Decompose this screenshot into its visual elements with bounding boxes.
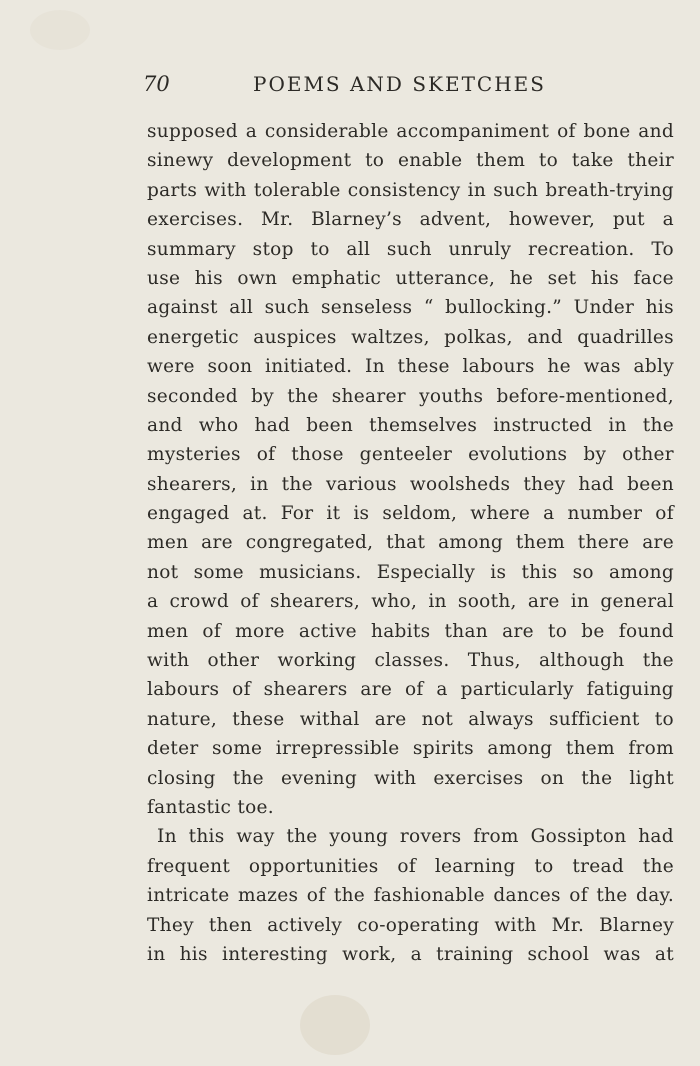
word: on bbox=[540, 767, 565, 789]
word: not bbox=[421, 708, 454, 730]
word: sooth, bbox=[457, 591, 517, 613]
word: “ bbox=[423, 297, 434, 319]
word: all bbox=[346, 238, 371, 260]
word: instructed bbox=[493, 414, 593, 436]
word: mazes bbox=[238, 885, 299, 907]
word: by bbox=[583, 444, 607, 466]
word: crowd bbox=[169, 591, 230, 613]
word: and bbox=[638, 121, 674, 142]
word: deter bbox=[147, 738, 199, 760]
word: initiated. bbox=[265, 356, 353, 378]
word: irrepressible bbox=[275, 738, 400, 760]
word: opportunities bbox=[248, 855, 379, 877]
word: themselves bbox=[369, 414, 478, 436]
word: with bbox=[374, 767, 417, 789]
word: other bbox=[207, 650, 260, 672]
word: such bbox=[493, 179, 539, 201]
word: in bbox=[467, 179, 487, 201]
page-number: 70 bbox=[143, 72, 170, 96]
word: Blarney’s bbox=[311, 209, 402, 231]
word: genteeler bbox=[359, 444, 453, 466]
word: however, bbox=[508, 209, 596, 231]
word: toe. bbox=[237, 796, 274, 818]
word: of bbox=[397, 855, 416, 877]
text-line bbox=[147, 293, 674, 322]
text-line bbox=[147, 411, 674, 440]
word: exercises bbox=[433, 767, 524, 789]
word: bone bbox=[583, 121, 631, 142]
word: For bbox=[280, 503, 314, 525]
word: in bbox=[147, 943, 166, 965]
text-line bbox=[147, 940, 674, 969]
word: seldom, bbox=[382, 503, 458, 525]
word: considerable bbox=[264, 121, 389, 142]
word: there bbox=[577, 532, 630, 554]
word: the bbox=[581, 767, 613, 789]
word: his bbox=[179, 943, 208, 965]
word: spirits bbox=[412, 738, 474, 760]
paragraph-2 bbox=[147, 822, 674, 969]
word: seconded bbox=[147, 385, 238, 407]
word: at. bbox=[242, 503, 268, 525]
word: such bbox=[264, 297, 310, 319]
text-line bbox=[147, 382, 674, 411]
word: of bbox=[569, 885, 588, 907]
word: utterance, bbox=[395, 267, 496, 289]
word: frequent bbox=[147, 855, 231, 877]
word: Blarney bbox=[599, 914, 674, 936]
word: his bbox=[194, 267, 223, 289]
word: then bbox=[208, 914, 253, 936]
word: a bbox=[410, 943, 422, 965]
word: a bbox=[662, 209, 674, 231]
word: a bbox=[147, 591, 159, 613]
word: summary bbox=[147, 238, 236, 260]
word: number bbox=[567, 503, 643, 525]
word: of bbox=[256, 444, 276, 466]
word: the bbox=[642, 650, 674, 672]
word: in bbox=[608, 414, 627, 436]
word: not bbox=[147, 561, 179, 583]
word: put bbox=[612, 209, 645, 231]
word: of bbox=[655, 503, 674, 525]
word: breath-trying bbox=[545, 179, 674, 201]
word: shearers bbox=[263, 679, 348, 701]
word: these bbox=[232, 708, 285, 730]
word: supposed bbox=[147, 121, 238, 142]
word: so bbox=[572, 561, 594, 583]
word: use bbox=[147, 267, 181, 289]
text-line bbox=[147, 646, 674, 675]
text-line bbox=[147, 881, 674, 910]
word: exercises. bbox=[147, 209, 244, 231]
word: in bbox=[570, 591, 590, 613]
word: the bbox=[642, 414, 674, 436]
text-line bbox=[147, 440, 674, 469]
word: are bbox=[360, 679, 393, 701]
paragraph-1 bbox=[147, 117, 674, 822]
word: other bbox=[622, 444, 674, 466]
word: training bbox=[436, 943, 514, 965]
word: are bbox=[642, 532, 674, 554]
word: had bbox=[578, 473, 615, 495]
word: development bbox=[227, 150, 352, 172]
word: with bbox=[204, 179, 247, 201]
word: bullocking.” bbox=[445, 297, 563, 319]
word: interesting bbox=[221, 943, 328, 965]
word: soon bbox=[207, 356, 253, 378]
word: day. bbox=[636, 885, 674, 907]
word: was bbox=[603, 943, 641, 965]
word: the bbox=[333, 885, 366, 907]
word: been bbox=[627, 473, 674, 495]
word: a bbox=[245, 121, 258, 142]
paper-stain bbox=[30, 10, 90, 50]
word: nature, bbox=[147, 708, 218, 730]
text-line bbox=[147, 764, 674, 793]
word: in bbox=[428, 591, 447, 613]
word: be bbox=[581, 620, 605, 642]
text-line bbox=[147, 205, 674, 234]
text-line bbox=[147, 146, 674, 175]
word: this bbox=[188, 826, 225, 848]
word: to bbox=[310, 238, 330, 260]
word: quadrilles bbox=[577, 326, 674, 348]
word: sufficient bbox=[549, 708, 640, 730]
word: at bbox=[654, 943, 674, 965]
word: to bbox=[538, 150, 559, 172]
word: fantastic bbox=[147, 796, 232, 818]
word: tread bbox=[572, 855, 624, 877]
word: with bbox=[147, 650, 190, 672]
word: a bbox=[436, 679, 448, 701]
word: to bbox=[365, 150, 385, 172]
word: light bbox=[629, 767, 674, 789]
word: is bbox=[490, 561, 507, 583]
word: Gossipton bbox=[530, 826, 627, 848]
word: labours bbox=[147, 679, 220, 701]
word: To bbox=[651, 238, 674, 260]
running-head bbox=[143, 68, 563, 102]
word: all bbox=[229, 297, 254, 319]
word: shearer bbox=[331, 385, 406, 407]
word: parts bbox=[147, 179, 198, 201]
word: of bbox=[306, 885, 326, 907]
word: young bbox=[329, 826, 389, 848]
word: by bbox=[251, 385, 275, 407]
text-line bbox=[147, 822, 674, 851]
word: among bbox=[609, 561, 674, 583]
word: stop bbox=[252, 238, 294, 260]
word: them bbox=[565, 738, 615, 760]
text-line bbox=[147, 117, 674, 146]
word: them bbox=[476, 150, 526, 172]
word: withal bbox=[299, 708, 360, 730]
word: of bbox=[202, 620, 222, 642]
text-line bbox=[147, 264, 674, 293]
word: was bbox=[583, 356, 621, 378]
word: to bbox=[534, 855, 554, 877]
word: senseless bbox=[320, 297, 413, 319]
text-line bbox=[147, 587, 674, 616]
word: In bbox=[157, 826, 177, 848]
word: face bbox=[633, 267, 674, 289]
word: the bbox=[287, 385, 319, 407]
text-line bbox=[147, 558, 674, 587]
text-line bbox=[147, 352, 674, 381]
word: among bbox=[438, 532, 504, 554]
word: emphatic bbox=[291, 267, 382, 289]
word: his bbox=[645, 297, 674, 319]
text-line bbox=[147, 617, 674, 646]
word: are bbox=[502, 620, 534, 642]
word: Thus, bbox=[467, 650, 521, 672]
word: shearers, bbox=[269, 591, 361, 613]
word: this bbox=[521, 561, 558, 583]
word: such bbox=[386, 238, 432, 260]
word: classes. bbox=[374, 650, 450, 672]
word: against bbox=[147, 297, 218, 319]
text-line bbox=[147, 176, 674, 205]
word: from bbox=[628, 738, 674, 760]
word: is bbox=[353, 503, 370, 525]
word: way bbox=[236, 826, 275, 848]
text-line bbox=[147, 499, 674, 528]
word: waltzes, bbox=[351, 326, 430, 348]
word: Mr. bbox=[260, 209, 294, 231]
word: active bbox=[298, 620, 357, 642]
word: In bbox=[364, 356, 385, 378]
word: intricate bbox=[147, 885, 230, 907]
word: accompaniment bbox=[396, 121, 550, 142]
text-line bbox=[147, 323, 674, 352]
word: a bbox=[543, 503, 555, 525]
word: closing bbox=[147, 767, 216, 789]
word: among bbox=[487, 738, 553, 760]
word: it bbox=[326, 503, 341, 525]
word: labours bbox=[462, 356, 535, 378]
word: found bbox=[618, 620, 674, 642]
word: woolsheds bbox=[409, 473, 511, 495]
word: are bbox=[527, 591, 560, 613]
word: and bbox=[147, 414, 183, 436]
word: the bbox=[281, 473, 313, 495]
text-line bbox=[147, 911, 674, 940]
word: polkas, bbox=[444, 326, 513, 348]
word: those bbox=[291, 444, 344, 466]
word: with bbox=[494, 914, 537, 936]
word: than bbox=[444, 620, 489, 642]
word: enable bbox=[398, 150, 463, 172]
word: where bbox=[470, 503, 531, 525]
word: of bbox=[557, 121, 576, 142]
word: before-mentioned, bbox=[496, 385, 674, 407]
word: these bbox=[397, 356, 450, 378]
word: consistency bbox=[347, 179, 461, 201]
word: and bbox=[527, 326, 563, 348]
word: rovers bbox=[399, 826, 462, 848]
word: men bbox=[147, 532, 189, 554]
word: some bbox=[211, 738, 263, 760]
word: to bbox=[547, 620, 568, 642]
word: general bbox=[600, 591, 674, 613]
word: they bbox=[523, 473, 566, 495]
word: evening bbox=[280, 767, 357, 789]
word: from bbox=[473, 826, 519, 848]
word: who, bbox=[371, 591, 418, 613]
word: various bbox=[325, 473, 397, 495]
word: ably bbox=[633, 356, 674, 378]
word: the bbox=[596, 885, 628, 907]
word: of bbox=[232, 679, 251, 701]
text-line bbox=[147, 235, 674, 264]
body-text bbox=[147, 117, 674, 969]
word: particularly bbox=[460, 679, 574, 701]
word: always bbox=[468, 708, 534, 730]
text-line bbox=[147, 852, 674, 881]
word: had bbox=[638, 826, 674, 848]
word: were bbox=[147, 356, 195, 378]
word: their bbox=[627, 150, 674, 172]
text-line bbox=[147, 734, 674, 763]
word: are bbox=[374, 708, 407, 730]
text-line bbox=[147, 470, 674, 499]
word: learning bbox=[434, 855, 516, 877]
word: mysteries bbox=[147, 444, 241, 466]
word: congregated, bbox=[245, 532, 374, 554]
text-line bbox=[147, 705, 674, 734]
word: he bbox=[509, 267, 534, 289]
word: fashionable bbox=[373, 885, 485, 907]
running-title: POEMS AND SKETCHES bbox=[253, 72, 546, 96]
word: Especially bbox=[376, 561, 476, 583]
word: energetic bbox=[147, 326, 239, 348]
word: They bbox=[147, 914, 194, 936]
word: actively bbox=[267, 914, 343, 936]
word: unruly bbox=[448, 238, 512, 260]
word: working bbox=[277, 650, 357, 672]
word: tolerable bbox=[253, 179, 341, 201]
word: advent, bbox=[419, 209, 492, 231]
word: own bbox=[237, 267, 278, 289]
paper-stain bbox=[300, 995, 370, 1055]
word: school bbox=[527, 943, 590, 965]
word: set bbox=[547, 267, 577, 289]
text-line bbox=[147, 793, 674, 822]
word: musicians. bbox=[259, 561, 362, 583]
word: the bbox=[286, 826, 318, 848]
word: them bbox=[515, 532, 565, 554]
word: recreation. bbox=[528, 238, 635, 260]
word: the bbox=[232, 767, 264, 789]
text-line bbox=[147, 528, 674, 557]
word: Under bbox=[573, 297, 635, 319]
word: been bbox=[306, 414, 354, 436]
word: to bbox=[654, 708, 674, 730]
word: some bbox=[193, 561, 244, 583]
word: youths bbox=[419, 385, 484, 407]
word: more bbox=[235, 620, 285, 642]
word: work, bbox=[342, 943, 397, 965]
word: in bbox=[250, 473, 269, 495]
word: fatiguing bbox=[586, 679, 674, 701]
word: of bbox=[404, 679, 424, 701]
word: take bbox=[571, 150, 614, 172]
word: who bbox=[198, 414, 239, 436]
word: engaged bbox=[147, 503, 230, 525]
word: shearers, bbox=[147, 473, 238, 495]
word: co-operating bbox=[357, 914, 480, 936]
word: although bbox=[539, 650, 625, 672]
text-line bbox=[147, 675, 674, 704]
word: he bbox=[547, 356, 571, 378]
word: auspices bbox=[253, 326, 337, 348]
word: habits bbox=[370, 620, 431, 642]
word: are bbox=[201, 532, 233, 554]
word: his bbox=[590, 267, 620, 289]
word: sinewy bbox=[147, 150, 214, 172]
word: Mr. bbox=[551, 914, 585, 936]
word: evolutions bbox=[468, 444, 568, 466]
word: of bbox=[240, 591, 259, 613]
word: dances bbox=[493, 885, 561, 907]
word: men bbox=[147, 620, 189, 642]
word: that bbox=[386, 532, 426, 554]
word: the bbox=[642, 855, 674, 877]
word: had bbox=[254, 414, 291, 436]
